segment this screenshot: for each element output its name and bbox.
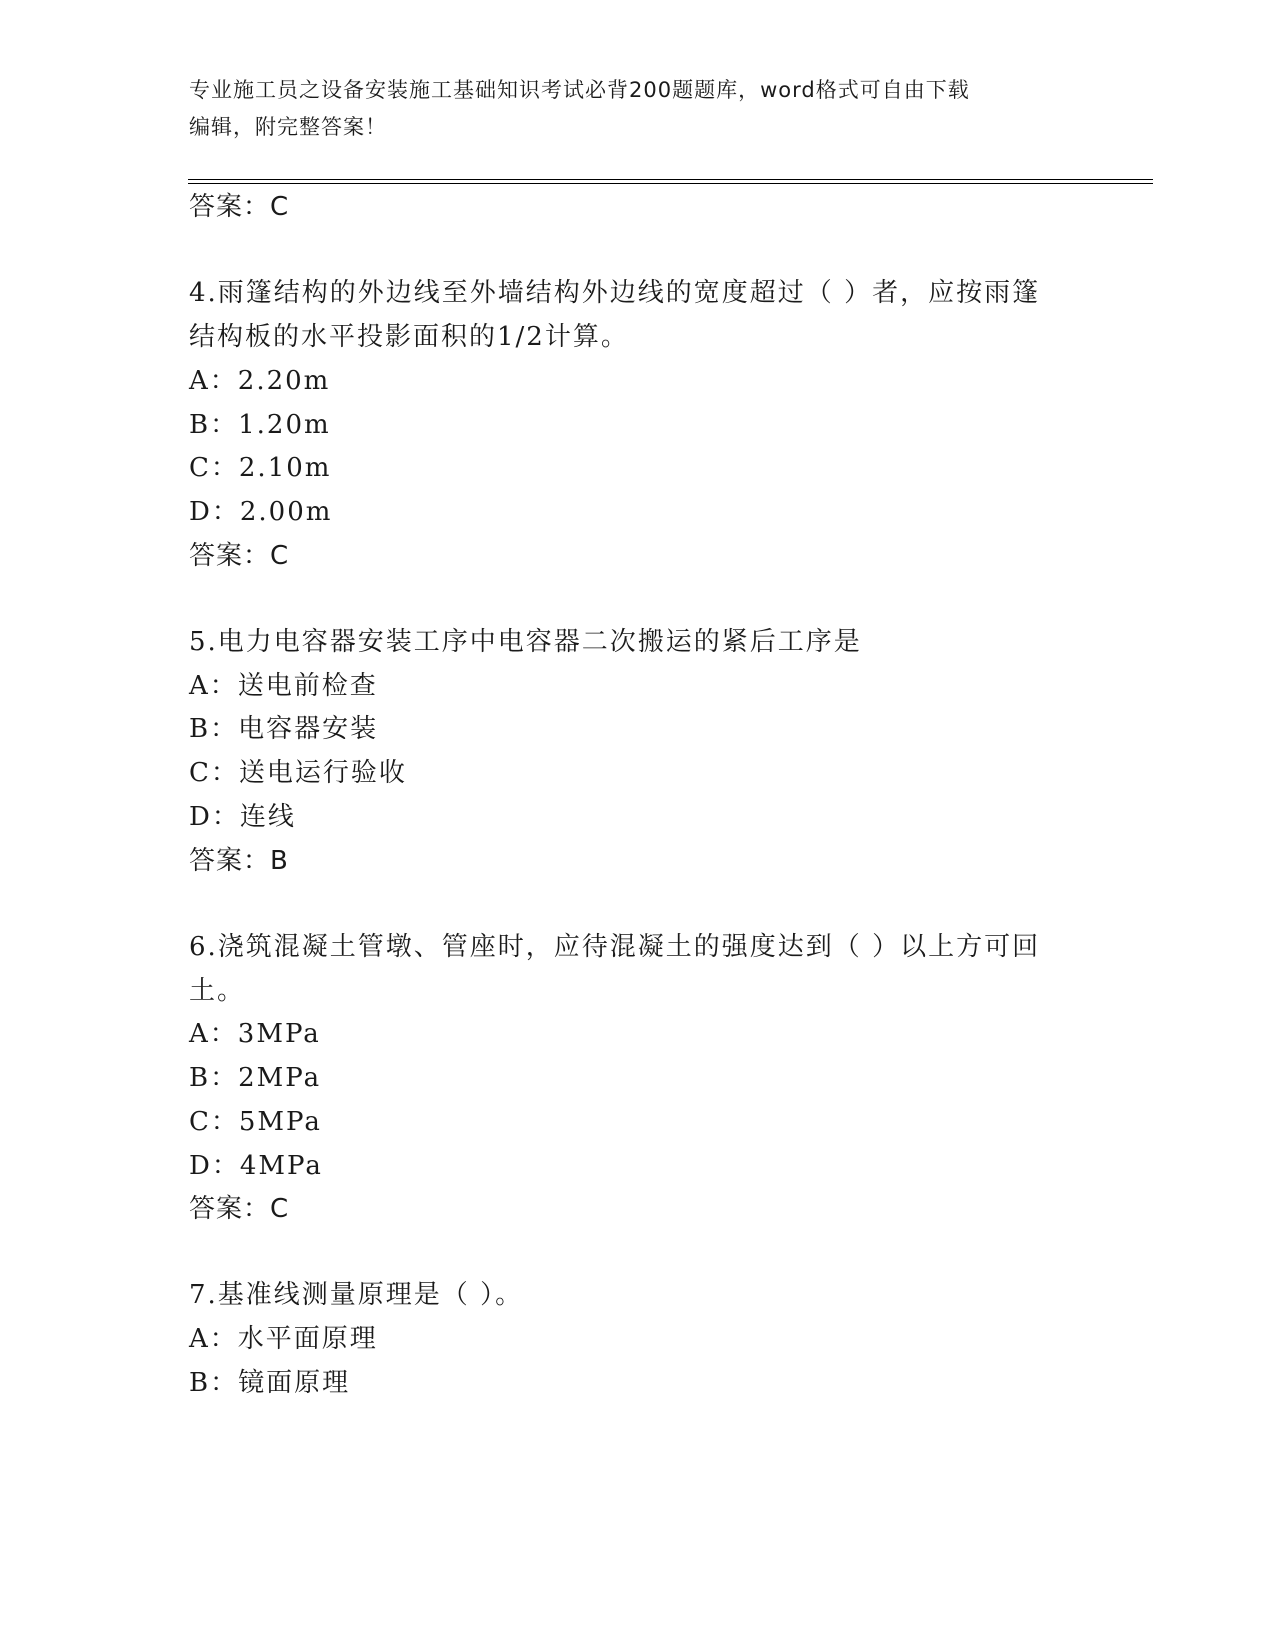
question-4-stem-line-1: 4.雨篷结构的外边线至外墙结构外边线的宽度超过（ ）者，应按雨篷 [189,278,1041,308]
question-5-stem-line-1: 5.电力电容器安装工序中电容器二次搬运的紧后工序是 [189,627,862,657]
question-6-option-c: C：5MPa [189,1107,322,1137]
question-4-option-d: D：2.00m [189,497,333,527]
header-line-2: 编辑，附完整答案！ [189,115,387,139]
question-4-option-c: C：2.10m [189,453,332,483]
header-line-1: 专业施工员之设备安装施工基础知识考试必背200题题库，word格式可自由下载 [189,78,970,102]
question-6-stem-line-2: 土。 [189,976,246,1006]
question-6-option-b: B：2MPa [189,1063,322,1093]
question-5-option-c: C：送电运行验收 [189,758,407,788]
header-divider-bottom [188,183,1153,184]
question-4-option-b: B：1.20m [189,410,331,440]
question-4-answer: 答案：C [189,541,290,571]
question-5-answer: 答案：B [189,846,289,876]
answer-previous: 答案：C [189,192,290,222]
question-6-option-a: A：3MPa [189,1019,321,1049]
question-4-stem-line-2: 结构板的水平投影面积的1/2计算。 [189,322,629,352]
question-7-stem-line-1: 7.基准线测量原理是（ ）。 [189,1280,524,1310]
question-5-option-a: A：送电前检查 [189,671,378,701]
question-5-option-b: B：电容器安装 [189,714,379,744]
question-7-option-a: A：水平面原理 [189,1324,378,1354]
question-7-option-b: B：镜面原理 [189,1368,351,1398]
question-6-stem-line-1: 6.浇筑混凝土管墩、管座时，应待混凝土的强度达到（ ）以上方可回 [189,932,1041,962]
question-5-option-d: D：连线 [189,802,296,832]
question-6-option-d: D：4MPa [189,1151,323,1181]
header-divider-top [188,179,1153,180]
question-4-option-a: A：2.20m [189,366,331,396]
page-header [189,72,1089,146]
question-6-answer: 答案：C [189,1194,290,1224]
